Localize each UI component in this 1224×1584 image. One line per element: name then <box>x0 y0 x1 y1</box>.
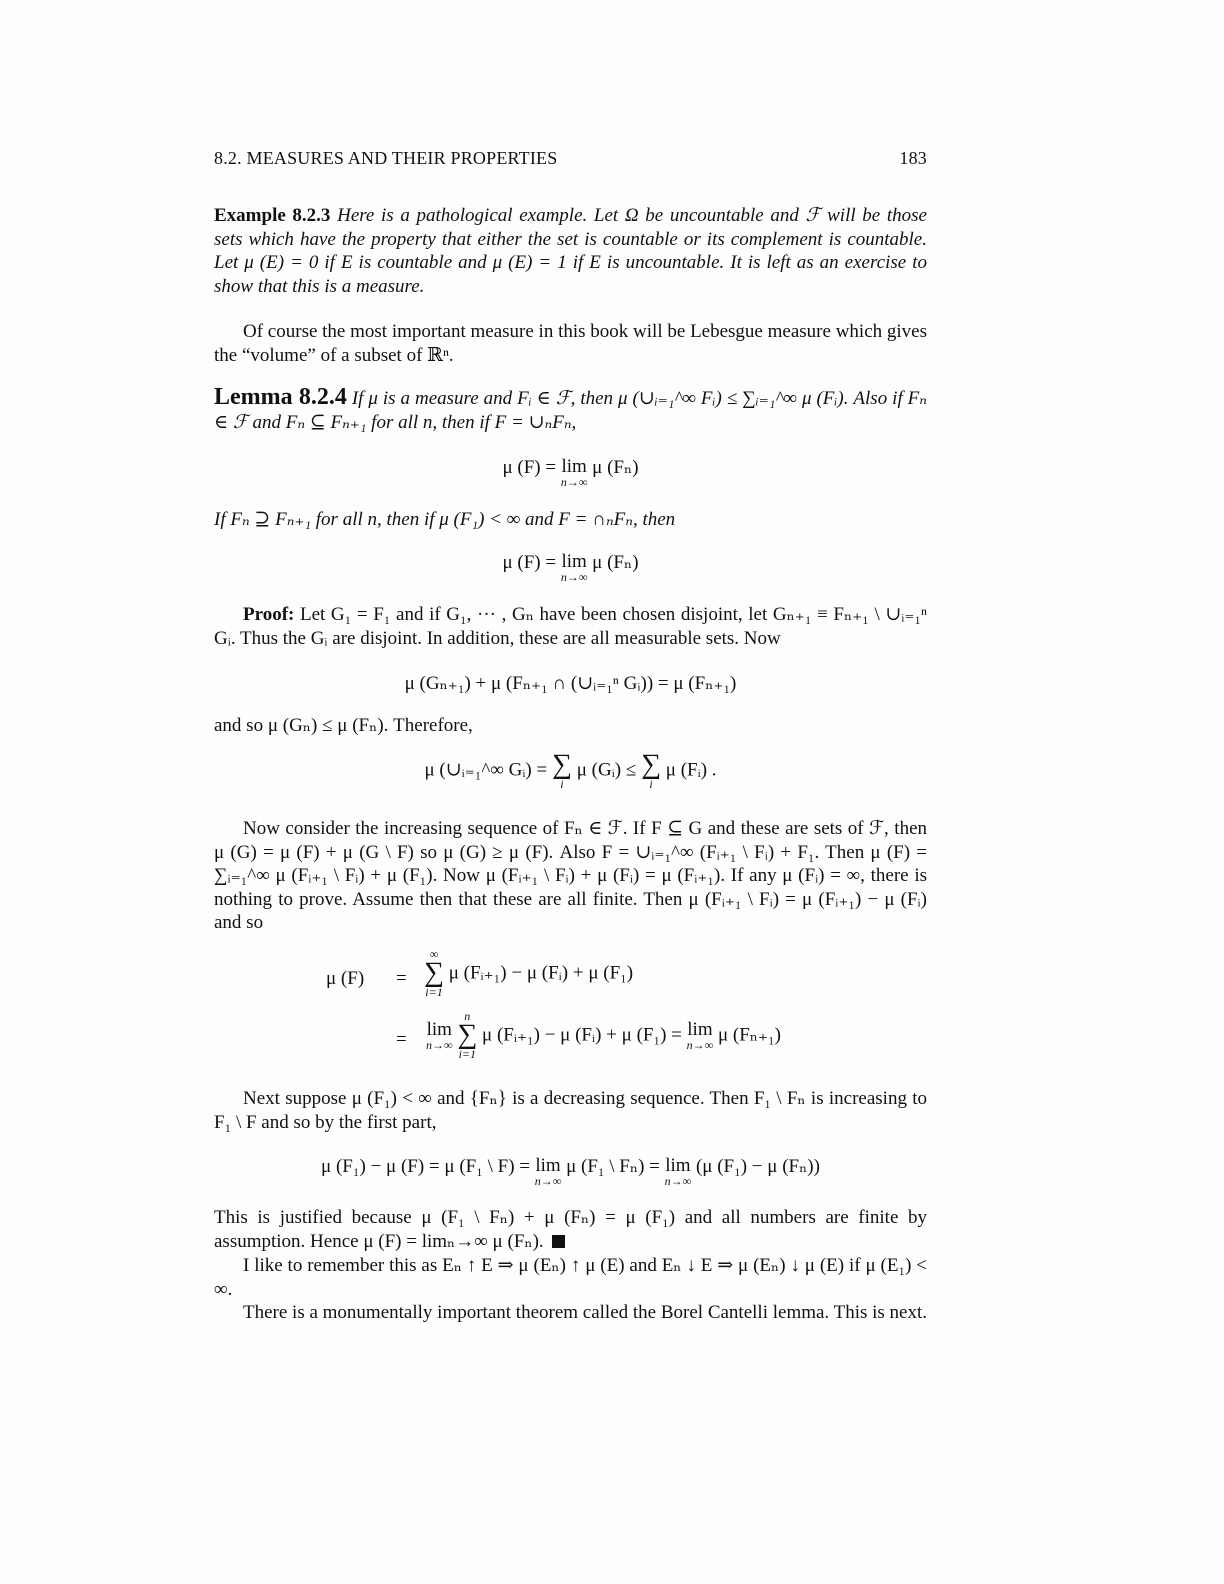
eq7-a: μ (F₁) − μ (F) = μ (F₁ \ F) = <box>321 1156 530 1177</box>
proof-text-5: This is justified because μ (F₁ \ Fₙ) + μ (Fₙ) = μ (F₁) and all numbers are finite by assumption. Hence μ (F) = limₙ→∞ μ (Fₙ). <box>214 1207 927 1252</box>
lim-text: lim <box>535 1155 561 1176</box>
eq6-expression <box>426 1010 781 1060</box>
lim-subscript: n→∞ <box>534 1174 562 1188</box>
eq7-b: μ (F₁ \ Fₙ) = <box>566 1156 660 1177</box>
lemma-decreasing-clause: If Fₙ ⊇ Fₙ₊₁ for all n, then if μ (F₁) < ∞ and F = ∩ₙFₙ, then <box>214 509 676 530</box>
proof-paragraph-3: Now consider the increasing sequence of Fₙ ∈ ℱ. If F ⊆ G and these are sets of ℱ, then μ (G) = μ (F) + μ (G \ F) so μ (G) ≥ μ (F). Also F = ∪ᵢ₌₁^∞ (Fᵢ₊₁ \ Fᵢ) + F₁. Then μ (F) = ∑ᵢ₌₁^∞ μ (Fᵢ₊₁ \ Fᵢ) + μ (F₁). Now μ (Fᵢ₊₁ \ Fᵢ) + μ (Fᵢ) = μ (Fᵢ₊₁). If any μ (Fᵢ) = ∞, there is nothing to prove. Assume then that these are all finite. Then μ (Fᵢ₊₁ \ Fᵢ) = μ (Fᵢ₊₁) − μ (Fᵢ) and so <box>214 818 927 934</box>
equation-limit-increasing <box>214 456 927 488</box>
sum-index: i <box>649 777 653 791</box>
lim-operator <box>665 1155 692 1187</box>
lim-subscript: n→∞ <box>664 1174 692 1188</box>
sigma-glyph: ∑ <box>424 957 444 988</box>
equation-countable-additivity <box>214 749 927 791</box>
eq2-lhs: μ (F) = <box>502 552 557 573</box>
eq4-lhs: μ (∪ᵢ₌₁^∞ Gᵢ) = <box>424 759 548 781</box>
sum-upper: ∞ <box>429 947 439 961</box>
lim-subscript: n→∞ <box>426 1038 453 1052</box>
lim-operator <box>426 1019 453 1051</box>
lim-operator <box>561 551 588 583</box>
eq5-lhs: μ (F) <box>326 968 365 989</box>
section-title: 8.2. MEASURES AND THEIR PROPERTIES <box>214 148 558 168</box>
lim-subscript: n→∞ <box>686 1038 714 1052</box>
intro-paragraph: Of course the most important measure in this book will be Lebesgue measure which gives the “volume” of a subset of ℝⁿ. <box>214 321 927 366</box>
sum-operator <box>457 1010 477 1060</box>
lemma-8-2-4 <box>214 386 927 434</box>
lim-operator <box>535 1155 562 1187</box>
sum-lower: i=1 <box>458 1047 477 1061</box>
lim-text: lim <box>665 1155 691 1176</box>
eq4-rhs: μ (Fᵢ) . <box>665 759 717 781</box>
closing-paragraph: There is a monumentally important theorem called the Borel Cantelli lemma. This is next. <box>243 1302 927 1323</box>
proof-paragraph-4: Next suppose μ (F₁) < ∞ and {Fₙ} is a decreasing sequence. Then F₁ \ Fₙ is increasing to F₁ \ F and so by the first part, <box>214 1088 927 1133</box>
eq4-mid: μ (Gᵢ) ≤ <box>576 759 637 781</box>
lim-text: lim <box>561 456 587 477</box>
lemma-body: If μ is a measure and Fᵢ ∈ ℱ, then μ (∪ᵢ₌₁^∞ Fᵢ) ≤ ∑ᵢ₌₁^∞ μ (Fᵢ). Also if Fₙ ∈ ℱ and Fₙ ⊆ Fₙ₊₁ for all n, then if F = ∪ₙFₙ, <box>214 388 927 433</box>
proof-paragraph-2: and so μ (Gₙ) ≤ μ (Fₙ). Therefore, <box>214 715 473 736</box>
lim-operator <box>561 456 588 488</box>
equation-disjoint-union: μ (Gₙ₊₁) + μ (Fₙ₊₁ ∩ (∪ᵢ₌₁ⁿ Gᵢ)) = μ (Fₙ₊₁) <box>404 673 737 694</box>
equation-limit-decreasing <box>214 551 927 583</box>
sigma-glyph: ∑ <box>457 1019 478 1050</box>
proof-paragraph-1 <box>214 603 927 650</box>
sum-upper: n <box>464 1009 471 1023</box>
proof-label: Proof: <box>243 604 295 625</box>
eq5-sum <box>424 948 633 998</box>
remember-paragraph: I like to remember this as Eₙ ↑ E ⇒ μ (Eₙ) ↑ μ (E) and Eₙ ↓ E ⇒ μ (Eₙ) ↓ μ (E) if μ (E₁) < ∞. <box>214 1255 927 1300</box>
eq6-term: μ (Fᵢ₊₁) − μ (Fᵢ) + μ (F₁) = <box>482 1024 682 1046</box>
equation-decreasing-limit <box>214 1155 927 1187</box>
lim-text: lim <box>561 551 587 572</box>
sum-index: i <box>560 777 564 791</box>
eq5-term: μ (Fᵢ₊₁) − μ (Fᵢ) + μ (F₁) <box>448 962 634 984</box>
sum-lower: i=1 <box>425 985 443 999</box>
eq7-c: (μ (F₁) − μ (Fₙ)) <box>695 1156 820 1177</box>
sigma-glyph: ∑ <box>641 749 662 780</box>
lim-text: lim <box>687 1019 713 1040</box>
eq5-equals: = <box>396 968 407 989</box>
page-number: 183 <box>899 148 927 168</box>
example-8-2-3 <box>214 204 927 298</box>
running-head <box>214 148 927 169</box>
lim-subscript: n→∞ <box>560 475 588 489</box>
eq1-rhs: μ (Fₙ) <box>592 457 639 478</box>
sigma-glyph: ∑ <box>551 749 572 780</box>
lim-text: lim <box>426 1019 452 1040</box>
lemma-label: Lemma 8.2.4 <box>214 384 347 410</box>
sum-operator <box>424 948 444 998</box>
eq6-rhs: μ (Fₙ₊₁) <box>717 1024 781 1046</box>
qed-square-icon <box>552 1235 565 1248</box>
proof-paragraph-5 <box>214 1206 927 1253</box>
eq1-lhs: μ (F) = <box>502 457 557 478</box>
proof-text-1: Let G₁ = F₁ and if G₁, ··· , Gₙ have been chosen disjoint, let Gₙ₊₁ ≡ Fₙ₊₁ \ ∪ᵢ₌₁ⁿ Gᵢ. Thus the Gᵢ are disjoint. In addition, these are all measurable sets. Now <box>214 604 928 649</box>
lim-subscript: n→∞ <box>560 570 588 584</box>
example-label: Example 8.2.3 <box>214 205 331 226</box>
sum-operator <box>641 749 662 791</box>
example-body: Here is a pathological example. Let Ω be uncountable and ℱ will be those sets which have the property that either the set is countable or its complement is countable. Let μ (E) = 0 if E is countable and μ (E) = 1 if E is uncountable. It is left as an exercise to show that this is a measure. <box>214 205 927 297</box>
sum-operator <box>551 749 572 791</box>
lim-operator <box>687 1019 714 1051</box>
eq2-rhs: μ (Fₙ) <box>592 552 639 573</box>
eq6-equals: = <box>396 1029 407 1050</box>
